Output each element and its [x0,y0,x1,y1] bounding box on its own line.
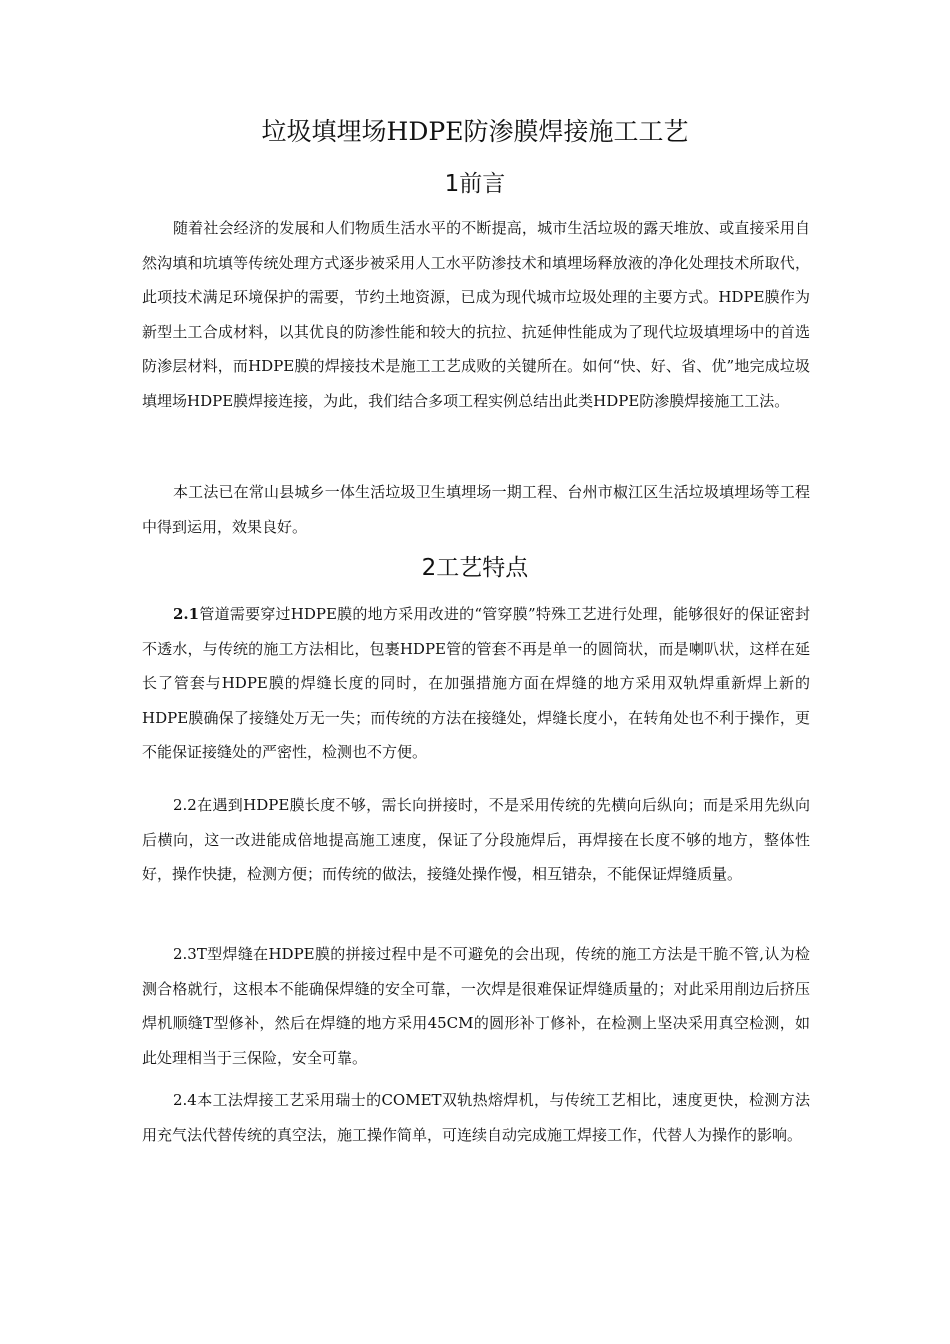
feature-item-2-1 [142,597,810,770]
preface-paragraph-1: 随着社会经济的发展和人们物质生活水平的不断提高，城市生活垃圾的露天堆放、或直接采用自然沟填和坑填等传统处理方式逐步被采用人工水平防渗技术和填埋场释放液的净化处理技术所取代，此项技术满足环境保护的需要，节约土地资源，已成为现代城市垃圾处理的主要方式。HDPE膜作为新型土工合成材料，以其优良的防渗性能和较大的抗拉、抗延伸性能成为了现代垃圾填埋场中的首选防渗层材料，而HDPE膜的焊接技术是施工工艺成败的关键所在。如何“快、好、省、优”地完成垃圾填埋场HDPE膜焊接连接，为此，我们结合多项工程实例总结出此类HDPE防渗膜焊接施工工法。 [142,219,810,410]
feature-text: 在遇到HDPE膜长度不够，需长向拼接时，不是采用传统的先横向后纵向；而是采用先纵向后横向，这一改进能成倍地提高施工速度，保证了分段施焊后，再焊接在长度不够的地方，整体性好，操作快捷，检测方便；而传统的做法，接缝处操作慢，相互错杂，不能保证焊缝质量。 [142,796,810,883]
feature-item-2-3 [142,937,810,1075]
feature-item-2-2 [142,788,810,892]
feature-number: 2.1 [173,605,200,623]
feature-item-2-4 [142,1083,810,1152]
feature-text: T型焊缝在HDPE膜的拼接过程中是不可避免的会出现，传统的施工方法是干脆不管,认为检测合格就行，这根本不能确保焊缝的安全可靠，一次焊是很难保证焊缝质量的；对此采用削边后挤压焊机顺缝T型修补，然后在焊缝的地方采用45CM的圆形补丁修补，在检测上坚决采用真空检测，如此处理相当于三保险，安全可靠。 [142,945,810,1067]
document-title: 垃圾填埋场HDPE防渗膜焊接施工工艺 [261,117,689,146]
preface-paragraph-2: 本工法已在常山县城乡一体生活垃圾卫生填埋场一期工程、台州市椒江区生活垃圾填埋场等工程中得到运用，效果良好。 [142,483,810,536]
feature-number: 2.3 [173,945,197,963]
feature-text: 本工法焊接工艺采用瑞士的COMET双轨热熔焊机，与传统工艺相比，速度更快，检测方法用充气法代替传统的真空法，施工操作简单，可连续自动完成施工焊接工作，代替人为操作的影响。 [142,1091,810,1144]
feature-number: 2.2 [173,796,197,814]
section-heading-preface: 1前言 [444,171,506,197]
feature-text: 管道需要穿过HDPE膜的地方采用改进的“管穿膜”特殊工艺进行处理，能够很好的保证密封不透水，与传统的施工方法相比，包裹HDPE管的管套不再是单一的圆筒状，而是喇叭状，这样在延长了管套与HDPE膜的焊缝长度的同时，在加强措施方面在焊缝的地方采用双轨焊重新焊上新的HDPE膜确保了接缝处万无一失；而传统的方法在接缝处，焊缝长度小，在转角处也不利于操作，更不能保证接缝处的严密性，检测也不方便。 [142,605,810,761]
section-heading-features: 2工艺特点 [421,555,529,581]
feature-number: 2.4 [173,1091,197,1109]
